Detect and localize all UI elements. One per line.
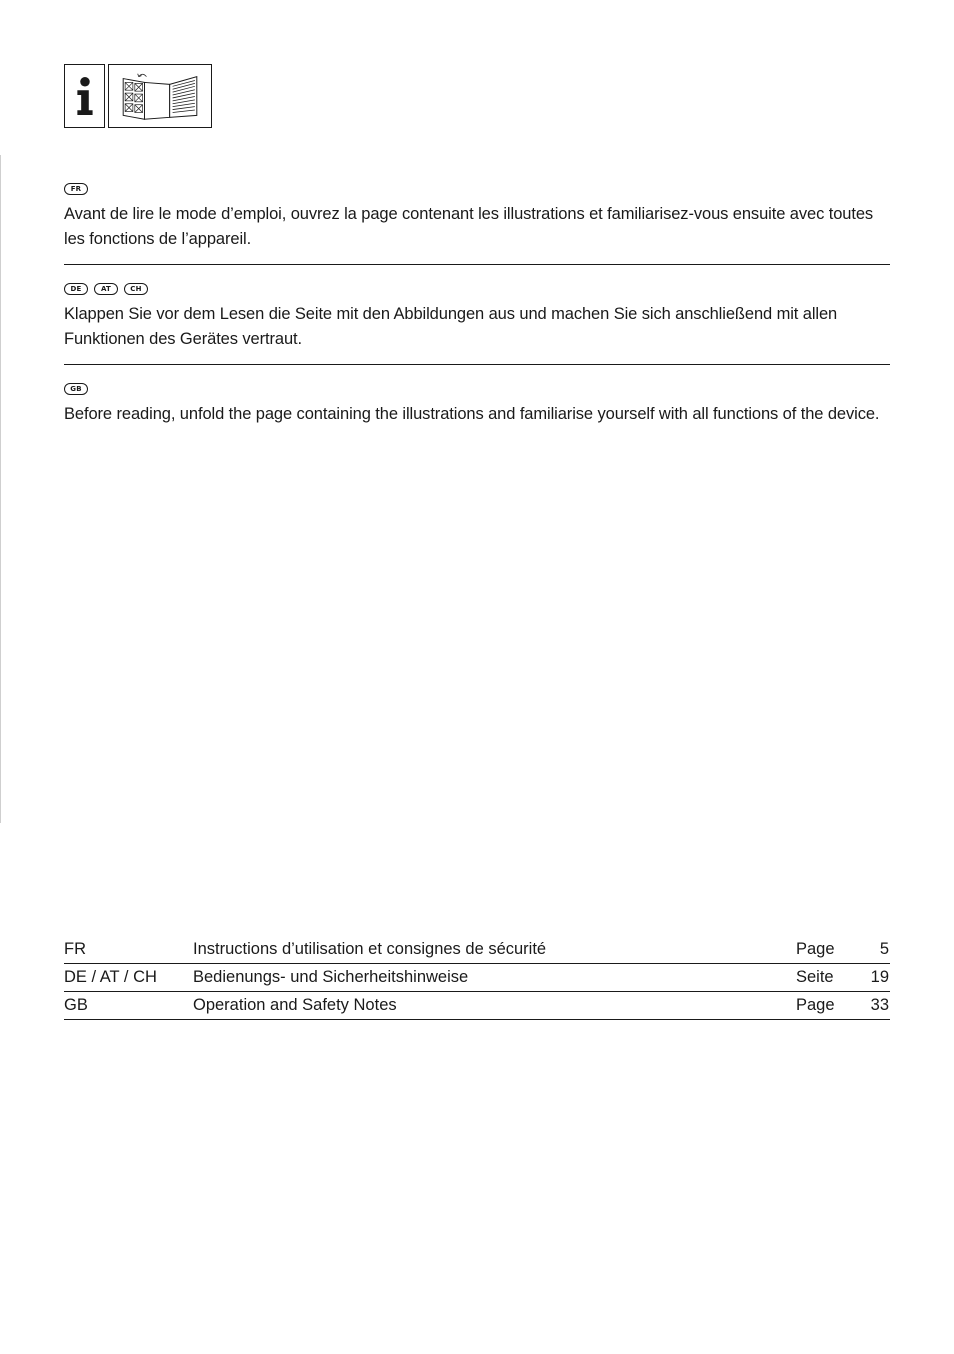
flag-fr-badge: FR: [64, 183, 88, 195]
flag-group: [64, 381, 890, 397]
toc-title: Bedienungs- und Sicherheitshinweise: [193, 968, 469, 986]
flag-ch-badge: CH: [124, 283, 148, 295]
flag-gb-badge: GB: [64, 383, 88, 395]
toc-row-de[interactable]: [64, 964, 890, 992]
section-gb: [64, 381, 890, 427]
divider: [64, 264, 890, 265]
toc-page-number: 33: [870, 996, 889, 1014]
toc-page-label: Page: [796, 996, 835, 1014]
toc-page-number: 5: [879, 940, 889, 958]
toc-row-gb[interactable]: [64, 992, 890, 1020]
flag-at-badge: AT: [94, 283, 118, 295]
flag-group: [64, 281, 890, 297]
section-gb-text: Before reading, unfold the page containing the illustrations and familiarise yourself with all functions of the device.: [64, 405, 880, 423]
divider: [64, 364, 890, 365]
table-of-contents: [64, 936, 890, 1020]
toc-lang: DE / AT / CH: [64, 968, 157, 986]
section-de-at-ch: [64, 281, 890, 352]
toc-page-label: Seite: [796, 968, 834, 986]
toc-title: Instructions d’utilisation et consignes de sécurité: [193, 940, 547, 958]
toc-row-fr[interactable]: [64, 936, 890, 964]
section-fr-text: Avant de lire le mode d’emploi, ouvrez la page contenant les illustrations et familiarisez-vous ensuite avec toutes les fonctions de l’appareil.: [64, 205, 874, 248]
toc-lang: GB: [64, 996, 88, 1014]
toc-page-number: 19: [870, 968, 889, 986]
section-fr: [64, 181, 890, 252]
toc-title: Operation and Safety Notes: [193, 996, 397, 1014]
unfold-page-icon: [108, 64, 212, 128]
flag-de-badge: DE: [64, 283, 88, 295]
section-de-text: Klappen Sie vor dem Lesen die Seite mit den Abbildungen aus und machen Sie sich anschließend mit allen Funktionen des Gerätes vertraut.: [64, 305, 838, 348]
toc-page-label: Page: [796, 940, 835, 958]
toc-lang: FR: [64, 940, 86, 958]
flag-group: [64, 181, 890, 197]
info-icon: [64, 64, 105, 128]
page-edge-line: [0, 155, 1, 823]
